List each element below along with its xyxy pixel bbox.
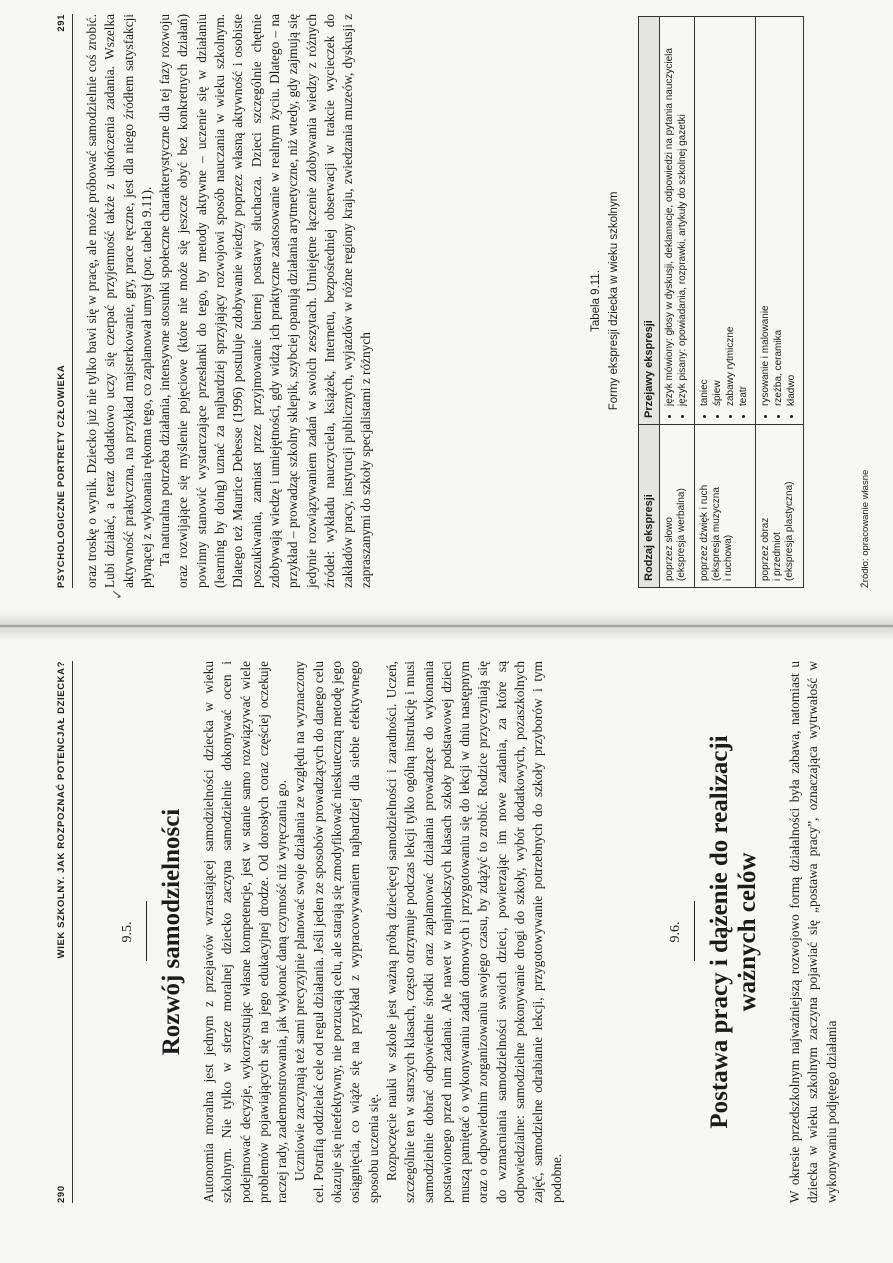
table-row xyxy=(695,17,756,588)
section-9-5-title: Rozwój samodzielności xyxy=(158,808,185,1056)
kind-cell xyxy=(660,425,695,588)
kind-line: i przedmiot xyxy=(772,532,783,581)
pencil-mark: ✓ xyxy=(111,588,126,600)
column-header-kind: Rodzaj ekspresji xyxy=(639,425,660,588)
list-item: • język mówiony: głosy w dyskusji, deklamacje, odpowiedzi na pytania nauczyciela xyxy=(664,23,676,406)
kind-line: poprzez obraz xyxy=(760,517,771,581)
list-item: • rysowanie i malowanie xyxy=(760,23,772,406)
table-label: Tabela 9.11. xyxy=(590,270,602,332)
kind-cell xyxy=(756,425,804,588)
list-item: • teatr xyxy=(738,23,750,406)
column-header-manifestations: Przejawy ekspresji xyxy=(639,17,660,425)
paragraph: Rozpoczęcie nauki w szkole jest ważną próbą dziecięcej samodzielności i zaradności. Uczeń, szczególnie ten w starszych klasach, często otrzymuje podczas lekcji tylko ogólną instrukcję i musi samodzielnie dobrać odpowiednie środki oraz zaplanować działania prowadzące do wykonania postawionego przed nim zadania. Ale nawet w najmłodszych klasach szkoły podstawowej dzieci muszą pamiętać o wykonywaniu zadań domowych i przygotowaniu się do lekcji w dniu następnym oraz o odpowiednim zorganizowaniu swojego czasu, by zdążyć to zrobić. Rodzice przyczyniają się do wzmacniania samodzielności swoich dzieci, powierzając im nowe zadania, za które są odpowiedzialne: samodzielne pokonywanie drogi do szkoły, wybór dodatkowych, pozaszkolnych zajęć, samodzielne odrabianie lekcji, przygotowywanie potrzebnych do szkoły przyborów i tym podobne. xyxy=(383,661,564,1203)
list-item: • rzeźba, ceramika xyxy=(773,23,785,406)
list-item: • kładwo xyxy=(786,23,798,406)
items-cell xyxy=(695,17,756,425)
kind-line: (ekspresja werbalna) xyxy=(676,488,687,581)
kind-line: poprzez dźwięk i ruch xyxy=(699,484,710,581)
paragraph: Autonomia moralna jest jednym z przejawów wzrastającej samodzielności dziecka w wieku szkolnym. Nie tylko w sferze moralnej dziecko zaczyna samodzielnie dokonywać ocen i podejmować decyzje, wykorzystując własne kompetencje, jest w stanie samo rozwiązywać wiele problemów pojawiających się na jego edukacyjnej drodze. Od dorosłych coraz częściej oczekuje raczej rady, zademonstrowania, jak wykonać daną czynność niż wyręczania go. xyxy=(201,661,290,1203)
book-spine-shadow xyxy=(0,611,893,641)
kind-line: (ekspresja plastyczna) xyxy=(784,481,795,581)
table-row xyxy=(660,17,695,588)
section-9-6-title-line2: ważnych celów xyxy=(734,852,761,1012)
left-page xyxy=(0,643,893,1263)
list-item: • zabawy rytmiczne xyxy=(725,23,737,406)
table-row xyxy=(756,17,804,588)
left-header-rule xyxy=(72,661,73,1203)
left-page-number: 290 xyxy=(56,1185,67,1203)
left-running-head: WIEK SZKOLNY. JAK ROZPOZNAĆ POTENCJAŁ DZIECKA? xyxy=(56,661,67,959)
section-9-5-number: 9.5. xyxy=(120,921,135,943)
right-page xyxy=(0,0,893,608)
section-9-6-body xyxy=(786,661,841,1203)
kind-line: poprzez słowo xyxy=(664,517,675,581)
section-9-5-body xyxy=(200,661,566,1203)
table-source: Źródło: opracowanie własne xyxy=(860,469,871,588)
kind-line: i ruchowa) xyxy=(723,534,734,581)
items-cell xyxy=(660,17,695,425)
paragraph: Ta naturalna potrzeba działania, intensywne stosunki społeczne charakterystyczne dla tej fazy rozwoju oraz rozwijające się myślenie pojęciowe (które nie może się jeszcze obyć bez konkretnych działań) powinny stanowić wystarczające przesłanki do tego, by metody aktywne – uczenie się w działaniu (learning by doing) uznać za najbardziej sprzyjający rozwojowi sposób nauczania w wieku szkolnym. Dlatego też Maurice Debesse (1996) postuluje zdobywanie wiedzy poprzez własną aktywność i osobiste poszukiwania, zamiast przez przyjmowanie biernej postawy słuchacza. Dzieci szczególnie chętnie zdobywają wiedzę i umiejętności, gdy widzą ich praktyczne zastosowanie w realnym życiu. Dlatego – na przykład – prowadząc szkolny sklepik, szybciej opanują działania arytmetyczne, niż wtedy, gdy zajmują się jedynie rozwiązywaniem zadań w swoich zeszytach. Umiejętne łączenie zdobywania wiedzy z różnych źródeł: wykładu nauczyciela, książek, Internetu, bezpośredniej obserwacji w trakcie wycieczek do zakładów pracy, instytucji publicznych, wyjazdów w różne regiony kraju, zwiedzania muzeów, dyskusji z zapraszanymi do szkoły specjalistami z różnych xyxy=(157,14,374,588)
right-page-number: 291 xyxy=(56,14,67,32)
right-page-body xyxy=(83,14,376,588)
expression-forms-table xyxy=(638,16,804,588)
paragraph: Uczniowie zaczynają też sami precyzyjnie planować swoje działania ze względu na wyznaczony cel. Potrafią oddzielać cele od reguł działania. Jeśli jeden ze sposobów prowadzących do danego celu okazuje się nieefektywny, nie porzucają celu, ale starają się zmodyfikować nieskuteczną metodę jego osiągnięcia, co wiąże się na przykład z wypracowywaniem najbardziej dla siebie efektywnego sposobu uczenia się. xyxy=(292,661,381,1203)
section-9-6-rule xyxy=(694,901,695,961)
list-item: • taniec xyxy=(699,23,711,406)
paragraph: oraz troskę o wynik. Dziecko już nie tylko bawi się w pracę, ale może próbować samodzielnie coś zrobić. Lubi działać, a teraz dodatkowo uczy się czerpać przyjemność także z ukończenia zadania. Wszelka aktywność praktyczna, na przykład majsterkowanie, gry, prace ręczne, jest dla niego źródłem satysfakcji płynącej z wykonania rękoma tego, co zaplanował umysł (por. tabela 9.11). xyxy=(84,14,154,588)
right-header-rule xyxy=(72,14,73,588)
paragraph: W okresie przedszkolnym najważniejszą rozwojowo formą działalności była zabawa, natomiast u dziecka w wieku szkolnym zaczyna pojawiać się „postawa pracy”, oznaczająca wytrwałość w wykonywaniu podjętego działania xyxy=(787,661,839,1203)
section-9-6-title-line1: Postawa pracy i dążenie do realizacji xyxy=(706,735,733,1129)
table-caption: Formy ekspresji dziecka w wieku szkolnym xyxy=(608,191,620,411)
table-9-11 xyxy=(590,14,890,588)
kind-cell xyxy=(695,425,756,588)
items-cell xyxy=(756,17,804,425)
list-item: • śpiew xyxy=(712,23,724,406)
section-9-6-number: 9.6. xyxy=(668,921,683,943)
right-running-head: PSYCHOLOGICZNE PORTRETY CZŁOWIEKA xyxy=(56,364,67,588)
section-9-5-rule xyxy=(146,901,147,961)
list-item: • język pisany: opowiadania, rozprawki, artykuły do szkolnej gazetki xyxy=(677,23,689,406)
kind-line: (ekspresja muzyczna xyxy=(711,487,722,581)
